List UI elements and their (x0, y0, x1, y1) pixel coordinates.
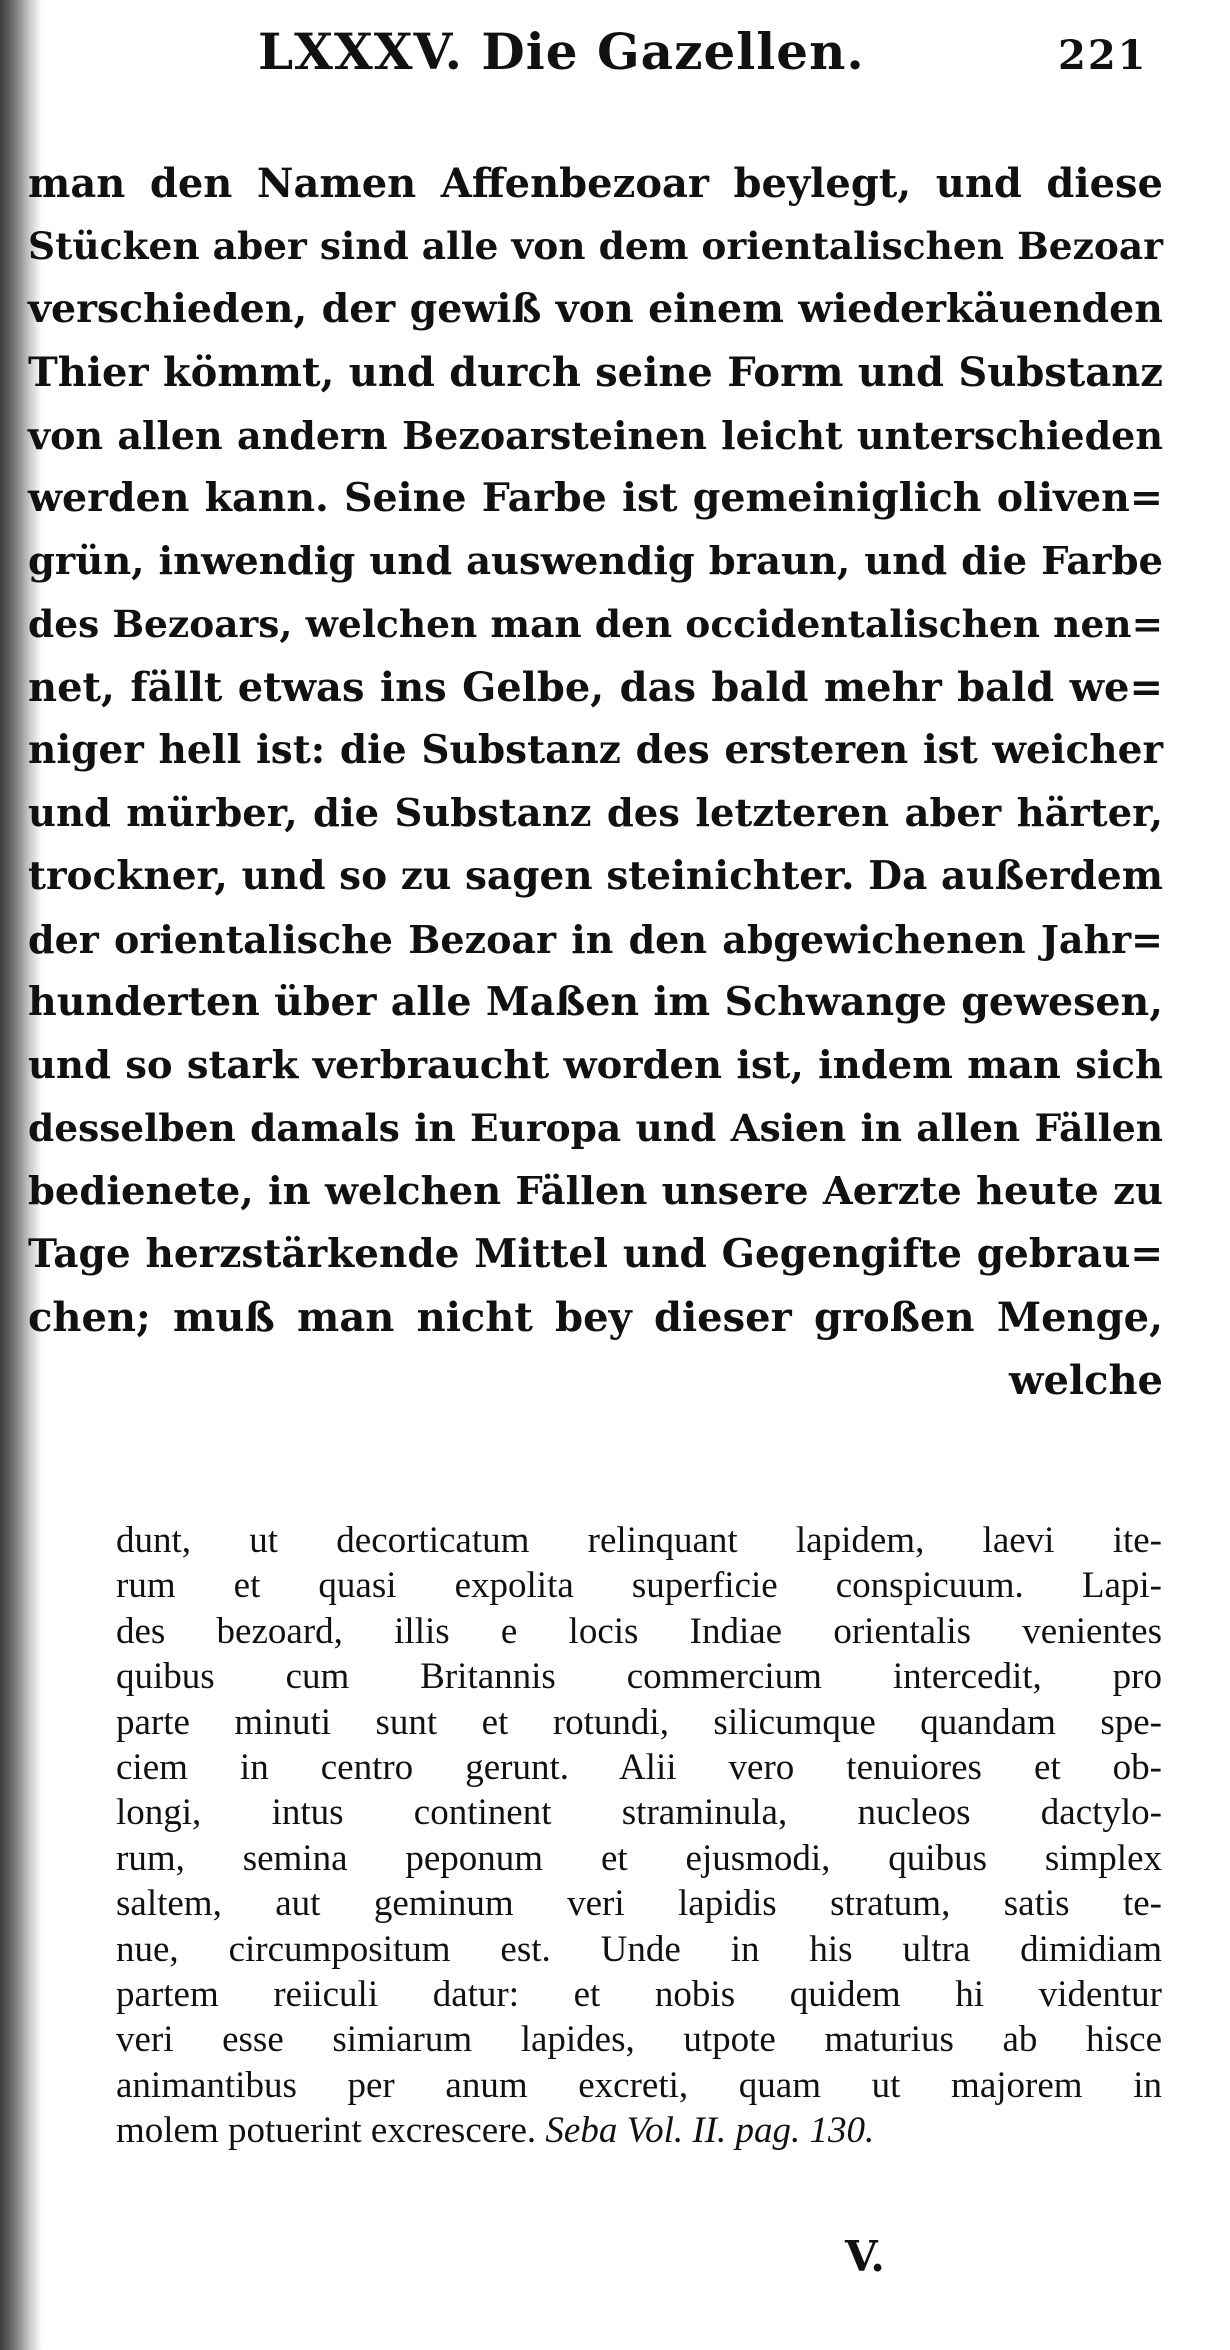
text-line: bedienete, in welchen Fällen unsere Aerzte heute zu (28, 1169, 1163, 1214)
footnote-line: partem reiiculi datur: et nobis quidem hi videntur (116, 1973, 1162, 2015)
footnote-line: quibus cum Britannis commercium intercedit, pro (116, 1656, 1162, 1698)
footnote-last-line (116, 2108, 1162, 2153)
footnote-line: rum et quasi expolita superficie conspicuum. Lapi- (116, 1565, 1162, 1607)
text-line: werden kann. Seine Farbe ist gemeiniglich oliven= (28, 475, 1163, 521)
text-line: des Bezoars, welchen man den occidentalischen nen= (28, 602, 1163, 646)
footnote-line: saltem, aut geminum veri lapidis stratum, satis te- (116, 1883, 1162, 1925)
footnote-line: dunt, ut decorticatum relinquant lapidem, laevi ite- (116, 1520, 1162, 1561)
text-line: grün, inwendig und auswendig braun, und die Farbe (28, 539, 1163, 584)
footnote-line: ciem in centro gerunt. Alii vero tenuiores et ob- (116, 1746, 1162, 1788)
text-line: hunderten über alle Maßen im Schwange gewesen, (28, 979, 1163, 1025)
text-line: der orientalische Bezoar in den abgewichenen Jahr= (28, 917, 1163, 962)
text-line: niger hell ist: die Substanz des ersteren ist weicher (28, 727, 1163, 773)
footnote-line: animantibus per anum excreti, quam ut majorem in (116, 2064, 1162, 2106)
footnote-line: veri esse simiarum lapides, utpote maturius ab hisce (116, 2019, 1162, 2061)
footnote-line: des bezoard, illis e locis Indiae orientalis venientes (116, 1610, 1162, 1652)
text-line: Tage herzstärkende Mittel und Gegengifte gebrau= (28, 1231, 1163, 1277)
text-line: von allen andern Bezoarsteinen leicht unterschieden (28, 413, 1163, 458)
main-text-block (28, 152, 1163, 1412)
page-header (0, 22, 1230, 92)
footnote-block (116, 1518, 1162, 2153)
catchword: welche (1009, 1357, 1163, 1404)
footnote-line: longi, intus continent straminula, nucleos dactylo- (116, 1792, 1162, 1834)
text-line: und mürber, die Substanz des letzteren aber härter, (28, 791, 1163, 836)
footnote-line: parte minuti sunt et rotundi, silicumque quandam spe- (116, 1701, 1162, 1743)
text-line: net, fällt etwas ins Gelbe, das bald mehr bald we= (28, 664, 1163, 711)
text-line: chen; muß man nicht bey dieser großen Menge, (28, 1294, 1163, 1341)
text-line: verschieden, der gewiß von einem wiederkäuenden (28, 286, 1163, 332)
text-line: trockner, und so zu sagen steinichter. Da außerdem (28, 853, 1163, 899)
text-line: desselben damals in Europa und Asien in allen Fällen (28, 1106, 1163, 1150)
footnote-line: rum, semina peponum et ejusmodi, quibus simplex (116, 1837, 1162, 1879)
signature-mark: V. (845, 2232, 885, 2281)
text-line: und so stark verbraucht worden ist, indem man sich (28, 1043, 1163, 1088)
footnote-citation: Seba Vol. II. pag. 130. (545, 2110, 875, 2152)
text-line: Thier kömmt, und durch seine Form und Substanz (28, 349, 1163, 396)
page-number: 221 (1058, 32, 1148, 79)
running-title: LXXXV. Die Gazellen. (258, 22, 865, 81)
footnote-line: molem potuerint excrescere. (116, 2110, 537, 2152)
footnote-line: nue, circumpositum est. Unde in his ultra dimidiam (116, 1928, 1162, 1970)
text-line: man den Namen Affenbezoar beylegt, und diese (28, 160, 1163, 207)
text-line: Stücken aber sind alle von dem orientalischen Bezoar (28, 224, 1163, 268)
